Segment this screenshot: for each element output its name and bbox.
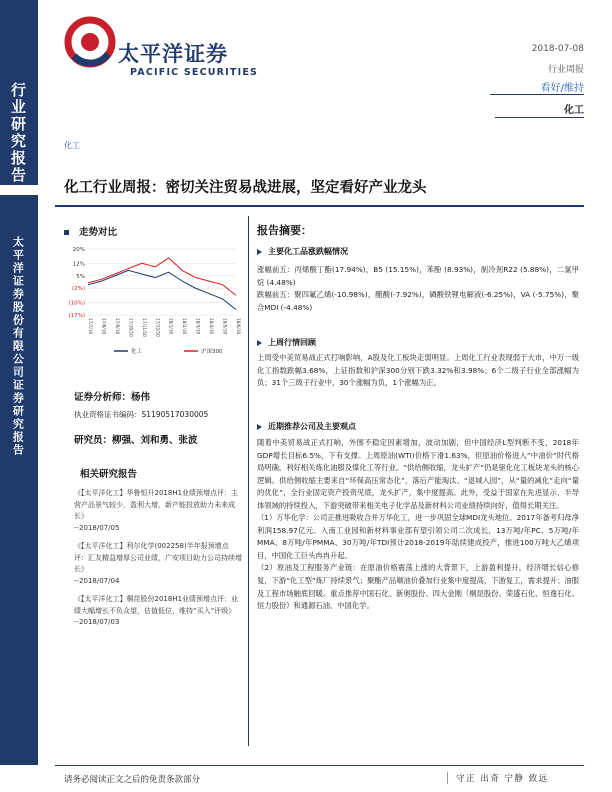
assistants-names: 柳强、刘和勇、张波 [112, 435, 198, 446]
x-tick-label: 18/5/10 [222, 318, 228, 335]
analyst [74, 389, 150, 403]
related-item-date: --2018/07/05 [74, 523, 120, 532]
trend-heading-text: 走势对比 [79, 227, 118, 238]
divider [490, 94, 584, 95]
square-bullet-icon [64, 230, 69, 235]
section-1-body [257, 264, 579, 314]
x-tick-label: 17/10/10 [128, 318, 134, 337]
y-tick-label: (10%) [68, 300, 85, 307]
title-rule [55, 205, 584, 207]
x-tick-label: 17/7/10 [88, 318, 93, 335]
x-tick-label: 18/2/10 [182, 318, 188, 335]
trend-chart [64, 243, 244, 358]
report-date: 2018-07-08 [531, 44, 584, 54]
summary-heading: 报告摘要： [257, 224, 312, 237]
y-tick-label: 5% [76, 273, 85, 280]
related-item[interactable] [74, 594, 242, 617]
trend-heading [64, 224, 117, 238]
category: 化工 [64, 141, 80, 150]
x-tick-label: 18/1/10 [168, 318, 174, 335]
triangle-bullet-icon [257, 340, 262, 346]
assistants-label: 研究员： [74, 435, 113, 446]
analyst-label: 证券分析师： [74, 392, 132, 403]
section-3-para: 随着中美贸易战正式打响，外围不稳定因素增加，波动加剧，但中国经济L型判断不变，2018年GDP增长目标6.5%，下有支撑。上周原油(WTI)价格下滑1.63%，但原油价格进入“中油价”时代格局明确，利好相关炼化油服及煤化工等行业。“供给侧收缩，龙头扩产”仍是驱化化工板块龙头的核心逻辑。供给侧收缩主要来自“环保高压常态化”、落后产能淘汰、“退城入园”，从“量的减化”走向“量的优化”，全行业固定资产投资见底，龙头扩产，集中度提高。此外，受益于国家在先进显示、半导体领域的持续投入，下游突破带来相关电子化学品及新材料公司业绩持续向好，值得长期关注。 [257, 438, 579, 510]
related-list [74, 488, 242, 629]
gainers-text: 涨幅前五：丙烯酸丁酯(17.94%)，B5 (15.15%)，苯酚 (8.93%)，制冷剂R22 (5.88%)，二氯甲烷 (4.48%) [257, 265, 579, 287]
report-type: 行业周报 [547, 65, 584, 75]
x-tick-label: 17/12/10 [155, 318, 161, 337]
footer-rule [55, 765, 584, 766]
column-divider [248, 216, 249, 746]
related-item[interactable] [74, 541, 242, 576]
sidebar-report-type: 行业研究报告 [9, 82, 27, 184]
section-3-para: （1）万华化学：公司正推进吸收合并万华化工，进一步巩固全球MDI龙头地位。2017年备考归母净利润158.97亿元。入南工业园和新材料事业部有望引领公司二次成长，13万吨/年PC、5万吨/年MMA、8万吨/年PMMA、30万吨/年TDI预计2018-2019年陆续建成投产，推进100万吨大乙烯项目，中国化工巨头冉冉升起。 [257, 513, 579, 560]
section-1-title-text: 主要化工品涨跌幅情况 [268, 247, 348, 256]
analyst-name: 杨伟 [131, 392, 151, 403]
y-tick-label: (2%) [71, 286, 85, 293]
section-3-title [257, 421, 356, 432]
related-item-date: --2018/07/03 [74, 618, 120, 627]
divider [495, 117, 584, 118]
x-tick-label: 18/6/10 [236, 318, 241, 335]
brand-name-cn: 太平洋证券 [118, 42, 228, 66]
logo-icon [64, 16, 116, 68]
rating: 看好/维持 [540, 83, 584, 94]
triangle-bullet-icon [257, 249, 262, 255]
y-tick-label: (17%) [68, 313, 85, 319]
legend-label: 化工 [131, 349, 143, 355]
section-2-title [257, 337, 316, 348]
analyst-cert: 执业资格证书编码：S1190517030005 [74, 410, 209, 419]
y-tick-label: 20% [72, 247, 85, 253]
industry: 化工 [564, 105, 584, 116]
x-tick-label: 17/11/10 [141, 318, 147, 337]
page-title: 化工行业周报：密切关注贸易战进展，坚定看好产业龙头 [64, 180, 427, 196]
sidebar-company: 太平洋证券股份有限公司证券研究报告 [11, 236, 25, 457]
series-line [88, 258, 236, 295]
x-tick-label: 17/9/10 [114, 318, 120, 335]
section-3-body [257, 437, 579, 613]
related-item-text: 《【太平洋化工】利尔化学(002258)半年报预增点评：汇友精益增厚公司业绩，广安项目助力公司持续增长》 [74, 542, 242, 574]
related-item-text: 《【太平洋化工】桐昆股份2018H1业绩预增点评：业绩大幅增长不负众望，估值低位，维持“买入”评级》 [74, 595, 239, 615]
section-2-body: 上周受中美贸易战正式打响影响，A股及化工板块走弱明显。上周化工行业表现弱于大市，中万一级化工指数跌幅3.68%，上证指数和沪深300分别下跌3.32%和3.98%；6个二级子行业全部涨幅为负；31个三级子行业中，30个涨幅为负，1个涨幅为正。 [257, 353, 579, 388]
legend-label: 沪深300 [201, 349, 223, 355]
brand-name-en: PACIFIC SECURITIES [130, 67, 259, 78]
x-tick-label: 18/4/10 [209, 318, 215, 335]
assistants [74, 432, 198, 446]
related-heading: 相关研究报告 [80, 469, 138, 480]
section-3-para: （2）原油及工程服务产业链：在原油价格震荡上涨的大背景下，上游盈利提升，经济增长信心修复，下游“化工型”炼厂持续景气；聚酯产品顺油价叠加行业集中度提高，下游复工，需求提升；油服及工程市场触底回暖。重点推荐中国石化、新奥股份、四大金刚（桐昆股份、荣盛石化、恒逸石化、恒力股份）和通源石油、中国化学。 [257, 563, 579, 611]
footer-note: 请务必阅读正文之后的免责条款部分 [64, 775, 201, 785]
section-2-title-text: 上周行情回顾 [268, 338, 316, 347]
footer-motto: 守正 出奇 宁静 致远 [447, 772, 549, 784]
losers-text: 跌幅前五：聚四氟乙烯(-10.98%)，醋酸(-7.92%)，磷酸铁锂电解液(-6.25%)，VA (-5.75%)，聚合MDI (-4.48%) [257, 290, 579, 312]
x-tick-label: 17/8/10 [101, 318, 107, 335]
related-item-date: --2018/07/04 [74, 576, 120, 585]
triangle-bullet-icon [257, 424, 262, 430]
section-3-title-text: 近期推荐公司及主要观点 [268, 422, 356, 431]
x-tick-label: 18/3/10 [195, 318, 201, 335]
related-item[interactable] [74, 488, 242, 523]
section-1-title [257, 246, 348, 257]
y-tick-label: 12% [72, 261, 85, 268]
related-item-text: 《【太平洋化工】华鲁恒升2018H1业绩预增点评：主营产品景气较少，盈利大增，新产能投放助力未来成长》 [74, 489, 239, 521]
